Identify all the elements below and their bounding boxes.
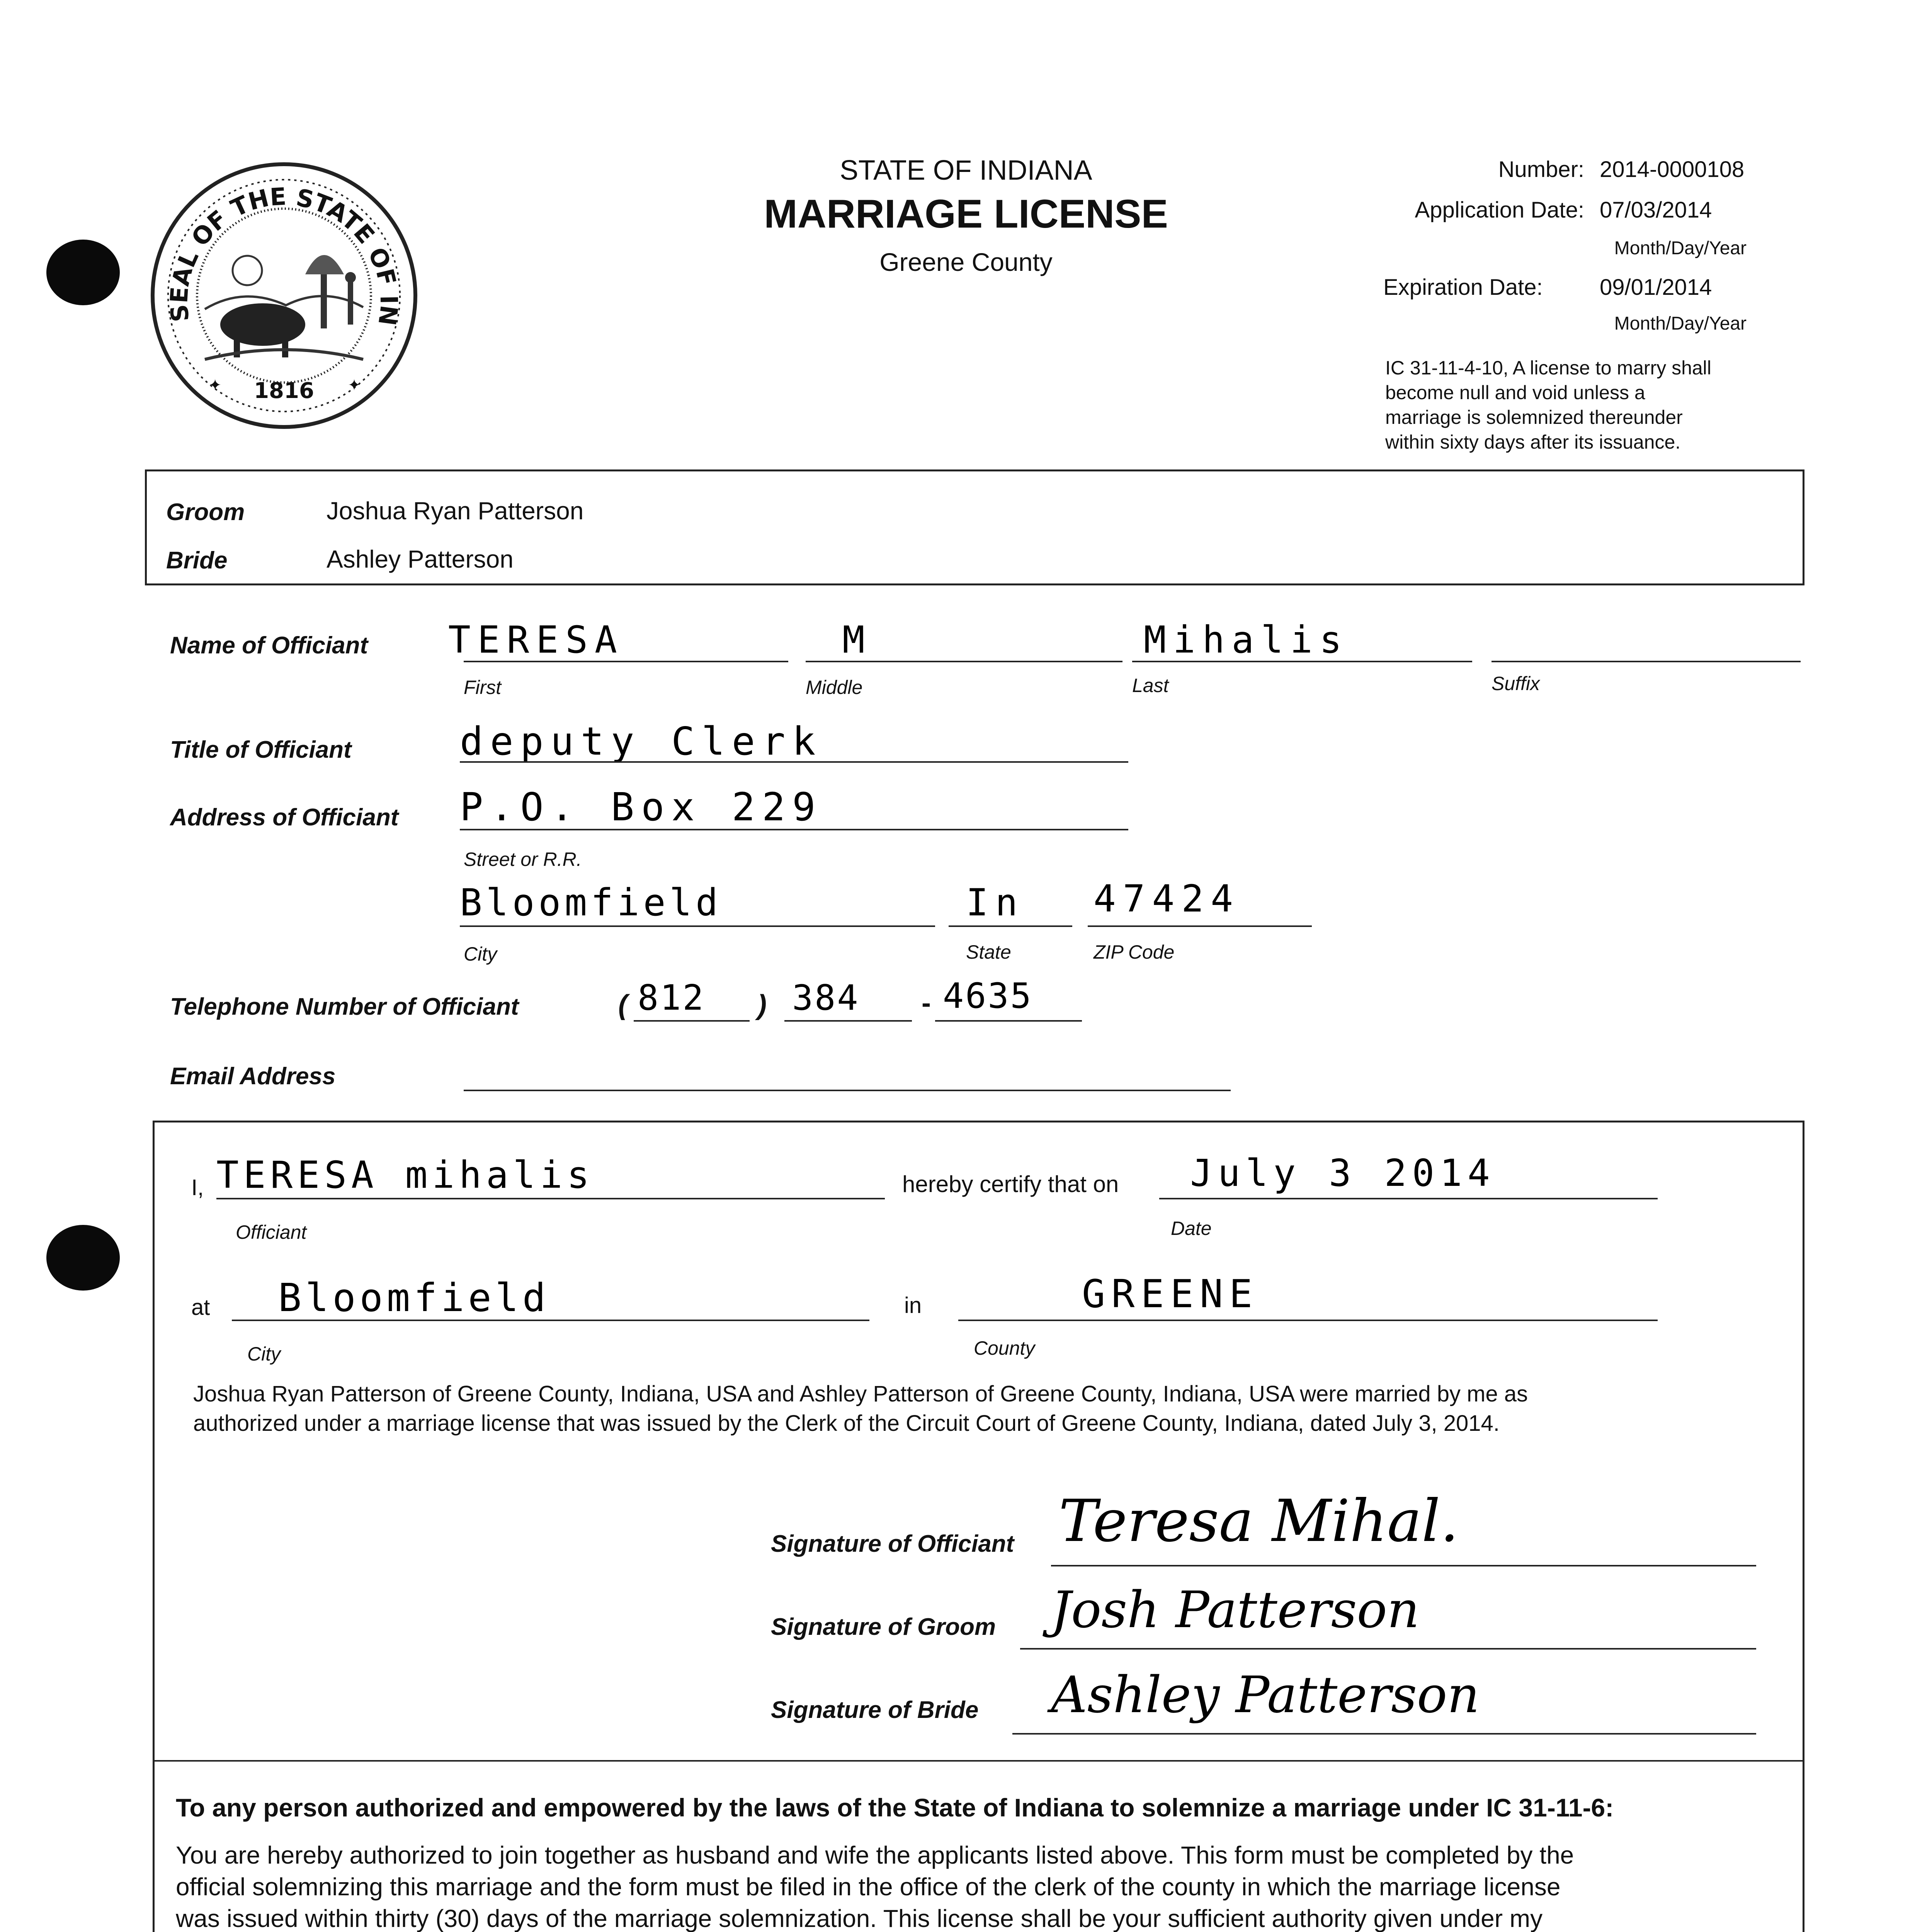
header-county: Greene County [879, 248, 1053, 276]
expiration-date: 09/01/2014 [1600, 275, 1712, 300]
street-caption: Street or R.R. [464, 849, 582, 870]
number-label: Number: [1498, 157, 1584, 182]
certify-city-line [232, 1320, 869, 1321]
officiant-address-label: Address of Officiant [170, 804, 399, 831]
certify-text: hereby certify that on [902, 1171, 1119, 1197]
middle-caption: Middle [806, 677, 863, 698]
statute-note: IC 31-11-4-10, A license to marry shall become null and void unless a marriage is solemnized thereunder within sixty days after its issuance. [1385, 357, 1711, 453]
zip-line [1088, 925, 1312, 927]
certify-county-line [958, 1320, 1658, 1321]
county-caption: County [974, 1337, 1035, 1359]
last-caption: Last [1132, 675, 1169, 696]
phone-prefix: 384 [792, 978, 860, 1018]
license-number: 2014-0000108 [1600, 157, 1745, 182]
bride-name: Ashley Patterson [327, 545, 514, 573]
state-line [949, 925, 1072, 927]
certify-city: Bloomfield [278, 1275, 550, 1320]
title-line [460, 761, 1128, 763]
bride-signature-line [1012, 1733, 1756, 1735]
suffix-line [1492, 661, 1801, 662]
officiant-caption: Officiant [236, 1221, 307, 1243]
email-line [464, 1090, 1231, 1091]
phone-line-number: 4635 [943, 976, 1033, 1016]
state-seal [147, 158, 421, 433]
seal-year: 1816 [254, 378, 314, 403]
city-caption: City [464, 943, 497, 965]
certify-county: GREENE [1082, 1271, 1259, 1316]
phone-area-code: 812 [638, 978, 705, 1018]
bride-signature-label: Signature of Bride [771, 1697, 979, 1723]
phone-open-paren: ( [618, 990, 628, 1020]
certification-divider [153, 1760, 1803, 1762]
svg-text:✦: ✦ [348, 377, 361, 394]
header-state: STATE OF INDIANA [840, 155, 1092, 186]
phone-dash: - [922, 988, 931, 1019]
expiration-date-label: Expiration Date: [1383, 275, 1543, 300]
bride-label: Bride [166, 547, 228, 574]
seal-text: SEAL OF THE STATE OF IN [165, 182, 403, 327]
officiant-title-label: Title of Officiant [170, 736, 352, 763]
punch-hole-top [46, 240, 120, 305]
last-name-line [1132, 661, 1472, 662]
zip-caption: ZIP Code [1094, 941, 1175, 963]
phone-area-line [634, 1020, 750, 1022]
officiant-first-name: TERESA [448, 618, 624, 662]
punch-hole-middle [46, 1225, 120, 1291]
application-date-label: Application Date: [1415, 197, 1584, 223]
officiant-title: deputy Clerk [460, 719, 823, 764]
officiant-signature-line [1051, 1565, 1756, 1566]
officiant-state: In [966, 881, 1025, 924]
officiant-middle-name: M [842, 618, 872, 662]
groom-name: Joshua Ryan Patterson [327, 497, 584, 525]
middle-name-line [806, 661, 1122, 662]
groom-signature-label: Signature of Groom [771, 1614, 996, 1640]
certify-date: July 3 2014 [1190, 1151, 1495, 1195]
at-label: at [191, 1295, 210, 1320]
phone-prefix-line [784, 1020, 912, 1022]
officiant-signature-label: Signature of Officiant [771, 1531, 1014, 1557]
first-caption: First [464, 677, 502, 698]
groom-signature: Josh Patterson [1051, 1580, 1420, 1639]
groom-label: Groom [166, 499, 245, 526]
first-name-line [464, 661, 788, 662]
city-line [460, 925, 935, 927]
application-date: 07/03/2014 [1600, 197, 1712, 223]
certify-officiant-line [216, 1198, 885, 1199]
date-format-caption: Month/Day/Year [1614, 313, 1747, 334]
officiant-phone-label: Telephone Number of Officiant [170, 993, 519, 1020]
certify-officiant-name: TERESA mihalis [216, 1153, 594, 1197]
page-title: MARRIAGE LICENSE [764, 192, 1168, 236]
certify-date-line [1159, 1198, 1658, 1199]
officiant-city: Bloomfield [460, 881, 722, 924]
marriage-statement: Joshua Ryan Patterson of Greene County, Indiana, USA and Ashley Patterson of Greene County, Indiana, USA were married by me as authorized under a marriage license that was issued by the Clerk of the Circuit Court of Greene County, Indiana, dated July 3, 2014. [193, 1381, 1528, 1436]
officiant-last-name: Mihalis [1144, 618, 1349, 662]
state-caption: State [966, 941, 1011, 963]
officiant-name-label: Name of Officiant [170, 632, 368, 659]
in-label: in [904, 1293, 922, 1318]
phone-line-line [935, 1020, 1082, 1022]
officiant-signature: Teresa Mihal. [1059, 1488, 1459, 1555]
authorization-body: You are hereby authorized to join together as husband and wife the applicants listed above. This form must be completed by the official solemnizing this marriage and the form must be filed in the office of the clerk of the county in which the marriage license was issued within thirty (30) days of the marriage solemnization. This license shall be your sufficient authority given under my [176, 1841, 1574, 1932]
i-label: I, [191, 1175, 204, 1200]
bride-signature: Ashley Patterson [1051, 1665, 1480, 1724]
date-format-caption: Month/Day/Year [1614, 238, 1747, 259]
authorization-heading: To any person authorized and empowered by the laws of the State of Indiana to solemnize a marriage under IC 31-11-6: [176, 1793, 1614, 1822]
date-caption: Date [1171, 1218, 1212, 1239]
phone-close-paren: ) [757, 990, 767, 1020]
street-line [460, 829, 1128, 830]
email-label: Email Address [170, 1063, 336, 1090]
groom-signature-line [1020, 1648, 1756, 1650]
svg-text:✦: ✦ [209, 377, 222, 394]
officiant-street: P.O. Box 229 [460, 784, 823, 830]
officiant-zip: 47424 [1094, 877, 1240, 920]
suffix-caption: Suffix [1492, 673, 1540, 694]
city-caption: City [247, 1343, 281, 1365]
